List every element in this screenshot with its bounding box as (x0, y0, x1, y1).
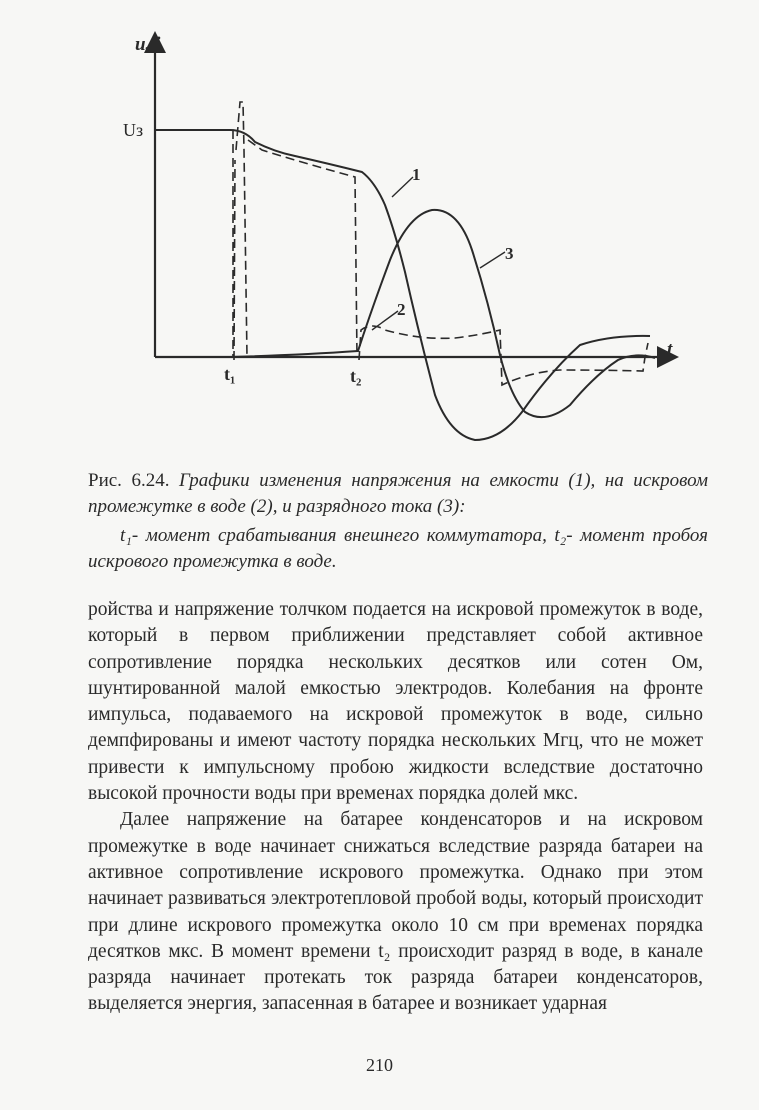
figure-caption-note: t₁- момент срабатывания внешнего коммутатора, t₂- момент пробоя искрового промежутка в воде. (88, 525, 708, 572)
figure-caption (88, 468, 708, 520)
curve-label-1: 1 (412, 165, 421, 184)
waveform-figure (0, 0, 759, 460)
curve-2-leader (372, 311, 398, 330)
page-number: 210 (366, 1055, 393, 1075)
curve-label-2: 2 (397, 300, 406, 319)
x-tick-label-t2: t₂ (350, 366, 362, 386)
curve-1-capacitor-voltage (155, 130, 650, 440)
paragraph-1: ройства и напряжение толчком подается на искровой промежуток в воде, который в первом приближении представляет собой активное сопротивление порядка нескольких десятков или сотен Ом, шунтированной малой емкостью электродов. Колебания на фронте импульса, подаваемого на искровой промежуток в воде, сильно демпфированы и имеют частоту порядка нескольких Мгц, что не может привести к импульсному пробою жидкости вследствие достаточно высокой прочности воды при временах порядка долей мкс. (88, 599, 703, 805)
curve-3-leader (480, 252, 505, 268)
y-tick-label-u3: Uз (123, 120, 144, 140)
figure-caption-text: Графики изменения напряжения на емкости (1), на искровом промежутке в воде (2), и разрядного тока (3): (88, 470, 709, 517)
curve-label-3: 3 (505, 244, 514, 263)
curve-1-leader (392, 177, 413, 197)
paragraph-2: Далее напряжение на батарее конденсаторов и на искровом промежутке в воде начинает снижаться вследствие разряда батареи на активное сопротивление искрового промежутка. Однако при этом начинает развиваться электротепловой пробой воды, который происходит при длине искрового промежутка около 10 см при временах порядка десятков мкс. В момент времени t₂ происходит разряд в воде, в канале разряда начинает протекать ток разряда батареи конденсаторов, выделяется энергия, запасенная в батарее и возникает ударная (88, 809, 703, 1015)
x-axis-label: t (667, 339, 673, 360)
y-axis-label: u, i (135, 34, 161, 55)
figure-number: Рис. 6.24. (88, 470, 170, 491)
body-text (88, 597, 703, 1018)
x-tick-label-t1: t₁ (224, 364, 236, 384)
